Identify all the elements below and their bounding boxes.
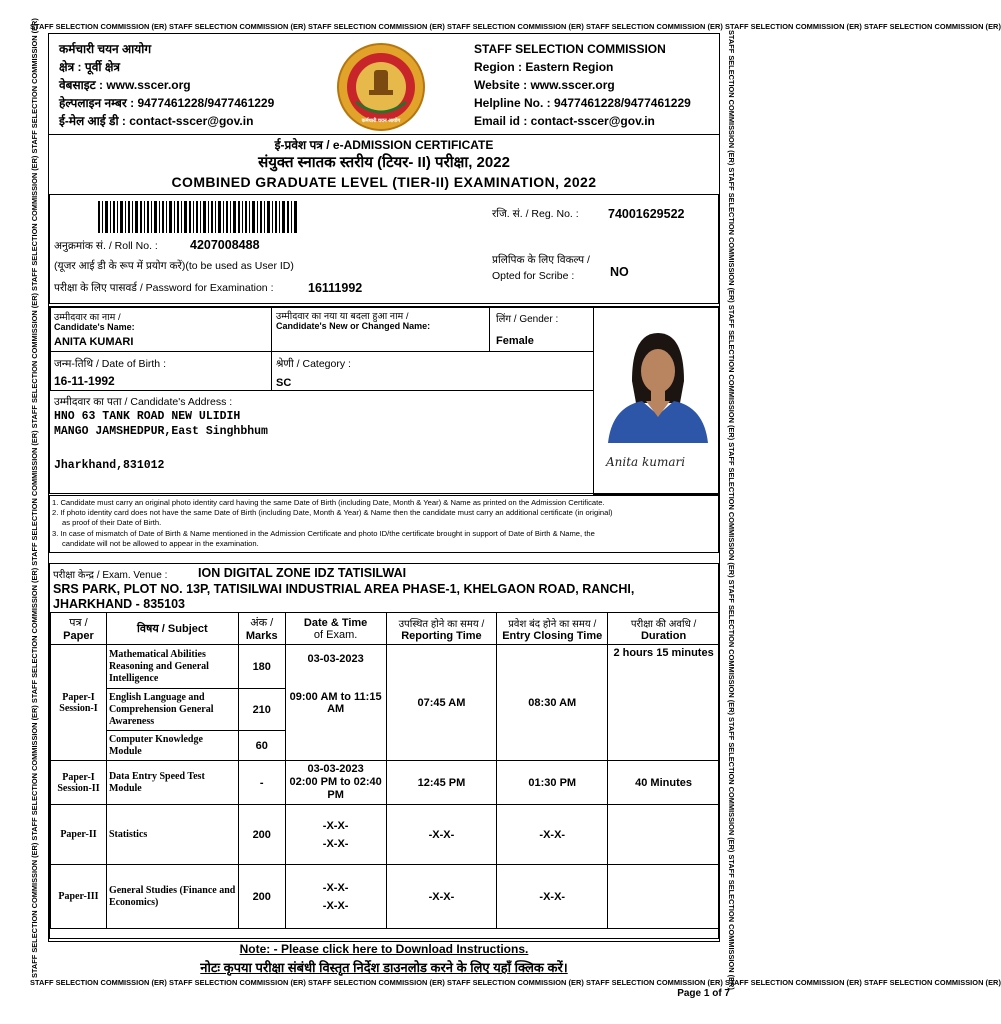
header-english: STAFF SELECTION COMMISSION Region : Eastern Region Website : www.sscer.org Helpline No. : 9477461228/9477461229 Email id : contact-sscer@gov.in xyxy=(474,42,691,128)
candidate-photo xyxy=(602,323,714,443)
candidate-section xyxy=(49,306,719,494)
admission-certificate xyxy=(48,33,720,975)
roll-no: 4207008488 xyxy=(190,238,260,252)
table-row: Computer Knowledge Module 60 xyxy=(51,731,720,761)
watermark-right: STAFF SELECTION COMMISSION (ER) STAFF SELECTION COMMISSION (ER) STAFF SELECTION COMMISSION (ER) STAFF SELECTION COMMISSION (ER) STAFF SELECTION COMMISSION (ER) STAFF SELECTION COMMISSION (ER) STAFF SELECTION COMMISSION (ER) xyxy=(727,30,736,990)
svg-text:कर्मचारी चयन आयोग: कर्मचारी चयन आयोग xyxy=(361,118,401,124)
exam-schedule-table xyxy=(50,612,720,929)
header-hindi: कर्मचारी चयन आयोग क्षेत्र : पूर्वी क्षेत्र वेबसाइट : www.sscer.org हेल्पलाइन नम्बर : 9477461228/9477461229 ई-मेल आई डी : contact-sscer@gov.in xyxy=(59,42,275,128)
reg-no: 74001629522 xyxy=(608,207,685,221)
instruction-2b: as proof of their Date of Birth. xyxy=(62,518,162,528)
password-label: परीक्षा के लिए पासवर्ड / Password for Examination : xyxy=(54,282,274,294)
table-row: Paper-I Session-II Data Entry Speed Test Module - 03-03-2023 02:00 PM to 02:40 PM 12:45 PM 01:30 PM 40 Minutes xyxy=(51,761,720,805)
table-row: Paper-II Statistics 200 -X-X- -X-X- -X-X- -X-X- xyxy=(51,805,720,865)
watermark-left: STAFF SELECTION COMMISSION (ER) STAFF SELECTION COMMISSION (ER) STAFF SELECTION COMMISSION (ER) STAFF SELECTION COMMISSION (ER) STAFF SELECTION COMMISSION (ER) STAFF SELECTION COMMISSION (ER) STAFF SELECTION COMMISSION (ER) xyxy=(30,18,39,978)
scribe-value: NO xyxy=(610,265,629,279)
name-label-hi: उम्मीदवार का नाम / xyxy=(54,312,121,323)
address-line-1: HNO 63 TANK ROAD NEW ULIDIH xyxy=(54,410,241,423)
watermark-bottom: STAFF SELECTION COMMISSION (ER) STAFF SELECTION COMMISSION (ER) STAFF SELECTION COMMISSION (ER) STAFF SELECTION COMMISSION (ER) STAFF SELECTION COMMISSION (ER) STAFF SELECTION COMMISSION (ER) STAFF SELECTION COMMISSION (ER) xyxy=(30,978,1001,987)
address-label: उम्मीदवार का पता / Candidate's Address : xyxy=(54,396,233,408)
venue-name: ION DIGITAL ZONE IDZ TATISILWAI xyxy=(198,566,407,580)
user-id-note: (यूजर आई डी के रूप में प्रयोग करें)(to be used as User ID) xyxy=(54,260,294,272)
table-row: Paper-I Session-I Mathematical Abilities Reasoning and General Intelligence 180 03-03-2023 09:00 AM to 11:15 AM 07:45 AM 08:30 AM 2 hours 15 minutes xyxy=(51,645,720,689)
download-instructions-link[interactable]: Note: - Please click here to Download Instructions. xyxy=(239,942,529,956)
dob-label: जन्म-तिथि / Date of Birth : xyxy=(54,358,166,370)
venue-address-2: JHARKHAND - 835103 xyxy=(53,597,185,611)
venue-address-1: SRS PARK, PLOT NO. 13P, TATISILWAI INDUSTRIAL AREA PHASE-1, KHELGAON ROAD, RANCHI, xyxy=(53,582,635,596)
reg-no-label: रजि. सं. / Reg. No. : xyxy=(492,208,579,220)
title-e-admission: ई-प्रवेश पत्र / e-ADMISSION CERTIFICATE xyxy=(274,138,494,152)
scribe-label-en: Opted for Scribe : xyxy=(492,270,575,282)
candidate-signature: Anita kumari xyxy=(606,455,686,469)
category: SC xyxy=(276,377,292,389)
page-number: Page 1 of 7 xyxy=(677,988,730,999)
watermark-top: STAFF SELECTION COMMISSION (ER) STAFF SELECTION COMMISSION (ER) STAFF SELECTION COMMISSION (ER) STAFF SELECTION COMMISSION (ER) STAFF SELECTION COMMISSION (ER) STAFF SELECTION COMMISSION (ER) STAFF SELECTION COMMISSION (ER) xyxy=(30,22,1001,31)
instruction-3: 3. In case of mismatch of Date of Birth & Name mentioned in the Admission Certificate and photo ID/the certificate brought in support of Date of Birth & Name, the xyxy=(52,528,595,538)
instruction-1: 1. Candidate must carry an original photo identity card having the same Date of Birth (including Date, Month & Year) & Name as printed on the Admission Certificate. xyxy=(52,498,605,507)
table-header: पत्र / Paper विषय / Subject अंक / Marks Date & Time of Exam. उपस्थित होने का समय / Reporting Time प्रवेश बंद होने का समय / Entry Closing Time परीक्षा की अवधि / Duration xyxy=(51,613,720,645)
scribe-label-hi: प्रलिपिक के लिए विकल्प / xyxy=(492,254,590,266)
gender-label: लिंग / Gender : xyxy=(496,314,559,325)
candidate-name: ANITA KUMARI xyxy=(54,336,134,348)
instruction-3b: candidate will not be allowed to appear in the examination. xyxy=(62,538,259,548)
ssc-logo xyxy=(331,42,431,132)
table-row: Paper-III General Studies (Finance and Economics) 200 -X-X- -X-X- -X-X- -X-X- xyxy=(51,865,720,929)
download-instructions-link-hindi[interactable]: नोटः कृपया परीक्षा संबंधी विस्तृत निर्देश डाउनलोड करने के लिए यहाँ क्लिक करें। xyxy=(200,960,568,975)
roll-no-label: अनुक्रमांक सं. / Roll No. : xyxy=(54,240,158,252)
dob: 16-11-1992 xyxy=(54,374,115,388)
id-section xyxy=(49,194,719,304)
category-label: श्रेणी / Category : xyxy=(276,358,351,370)
venue-section xyxy=(49,563,719,939)
name-label-en: Candidate's Name: xyxy=(54,322,135,332)
gender: Female xyxy=(496,335,534,347)
address-line-3: Jharkhand,831012 xyxy=(54,459,165,472)
instruction-2: 2. If photo identity card does not have the same Date of Birth (including Date, Month & Year) & Name then the candidate must carry an additional certificate (in original) xyxy=(52,508,613,518)
address-line-2: MANGO JAMSHEDPUR,East Singhbhum xyxy=(54,425,268,438)
instructions xyxy=(49,495,719,553)
barcode xyxy=(98,201,298,233)
title-english: COMBINED GRADUATE LEVEL (TIER-II) EXAMINATION, 2022 xyxy=(171,174,597,190)
title-hindi: संयुक्त स्नातक स्तरीय (टियर- II) परीक्षा, 2022 xyxy=(258,154,510,171)
table-row: English Language and Comprehension General Awareness 210 xyxy=(51,689,720,731)
new-name-label-en: Candidate's New or Changed Name: xyxy=(276,321,431,331)
new-name-label-hi: उम्मीदवार का नया या बदला हुआ नाम / xyxy=(276,311,409,322)
password: 16111992 xyxy=(308,281,363,295)
venue-label: परीक्षा केन्द्र / Exam. Venue : xyxy=(53,570,168,581)
